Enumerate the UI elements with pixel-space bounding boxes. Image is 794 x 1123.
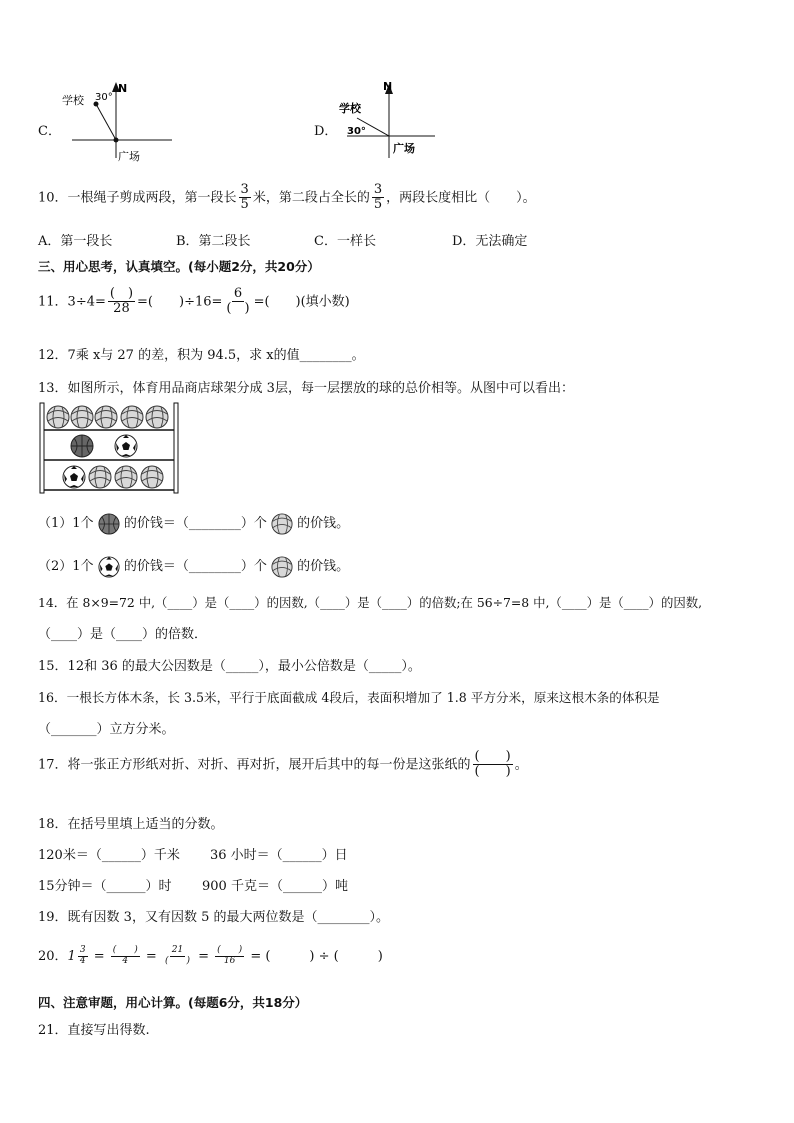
q13-sub1: （1）1个 的价钱＝（________）个 的价钱。 [38,512,349,535]
basketball-icon [98,513,120,535]
square-label: 广场 [118,150,140,163]
q13-stem: 13．如图所示，体育用品商店球架分成 3层，每一层摆放的球的总价相等。从图中可以看出： [38,381,574,396]
q9-option-d-diagram [335,80,445,160]
q21: 21．直接写出得数. [38,1023,150,1038]
q13-sub2: （2）1个 的价钱＝（________）个 的价钱。 [38,555,349,578]
q17: 17．将一张正方形纸对折、对折、再对折，展开后其中的每一份是这张纸的 $\frac{( )}{( )}$ 。 [38,749,528,780]
volleyball-icon [146,406,168,428]
section-4-heading: 四、注意审题，用心计算。(每题6分，共18分） [38,995,308,1010]
q19: 19．既有因数 3，又有因数 5 的最大两位数是（________）。 [38,910,389,925]
volleyball-icon [271,556,293,578]
q11: 11．3÷4= $\frac{( )}{28}$ =( )÷16= $\frac{6}{( )}$ =( )(填小数) [38,286,350,317]
q16-line2: （_______）立方分米。 [38,722,175,737]
q10-option-d: D．无法确定 [452,234,528,249]
q14-line1: 14．在 8×9=72 中,（____）是（____）的因数,（____）是（____）的倍数;在 56÷7=8 中,（____）是（____）的因数, [38,595,703,610]
angle-label: 30° [347,126,366,137]
q18-stem: 18．在括号里填上适当的分数。 [38,817,224,832]
ball-rack-figure [38,401,182,497]
soccer-ball-icon [98,556,120,578]
volleyball-icon [89,466,111,488]
school-direction-line [96,104,116,140]
q9-option-c-label: C． [38,124,61,139]
rack-right-post [174,403,178,493]
section-3-heading: 三、用心思考，认真填空。(每小题2分，共20分） [38,259,320,274]
volleyball-icon [121,406,143,428]
volleyball-icon [271,513,293,535]
q10-stem: 10．一根绳子剪成两段，第一段长 $\frac{3}{5}$ 米，第二段占全长的 $\frac{3}{5}$ ，两段长度相比（ ）。 [38,182,536,213]
q12: 12．7乘 x与 27 的差，积为 94.5，求 x的值________。 [38,348,365,363]
q18-item-2: 36 小时＝（______）日 [210,848,348,863]
volleyball-icon [115,466,137,488]
school-label: 学校 [62,94,84,107]
q15: 15．12和 36 的最大公因数是（_____），最小公倍数是（_____）。 [38,659,421,674]
volleyball-icon [47,406,69,428]
q9-option-d-label: D． [314,124,338,139]
rack-left-post [40,403,44,493]
q10-option-a: A．第一段长 [38,234,113,249]
q18-item-1: 120米＝（______）千米 [38,848,180,863]
q14-line2: （____）是（____）的倍数． [38,627,208,642]
q9-option-c-diagram [60,78,180,170]
q18-item-4: 900 千克＝（______）吨 [202,879,348,894]
q18-item-3: 15分钟＝（______）时 [38,879,172,894]
square-point [114,138,119,143]
volleyball-icon [71,406,93,428]
basketball-icon [71,435,93,457]
angle-label: 30° [95,92,113,103]
q20: 20．1 $\frac{3}{4}$ = $\frac{( )}{4}$ = $\frac{21}{( )}$ = $\frac{( )}{16}$ = ( ) ÷ ( ) [38,945,383,966]
q16-line1: 16．一根长方体木条，长 3.5米，平行于底面截成 4段后，表面积增加了 1.8 平方分米，原来这根木条的体积是 [38,690,660,705]
volleyball-icon [141,466,163,488]
north-label: N [118,82,128,95]
north-label: N [383,80,393,93]
soccer-ball-icon [63,466,85,488]
q10-option-c: C．一样长 [314,234,376,249]
volleyball-icon [95,406,117,428]
q10-option-b: B．第二段长 [176,234,251,249]
soccer-ball-icon [115,435,137,457]
school-label: 学校 [339,102,361,115]
square-label: 广场 [393,142,415,155]
